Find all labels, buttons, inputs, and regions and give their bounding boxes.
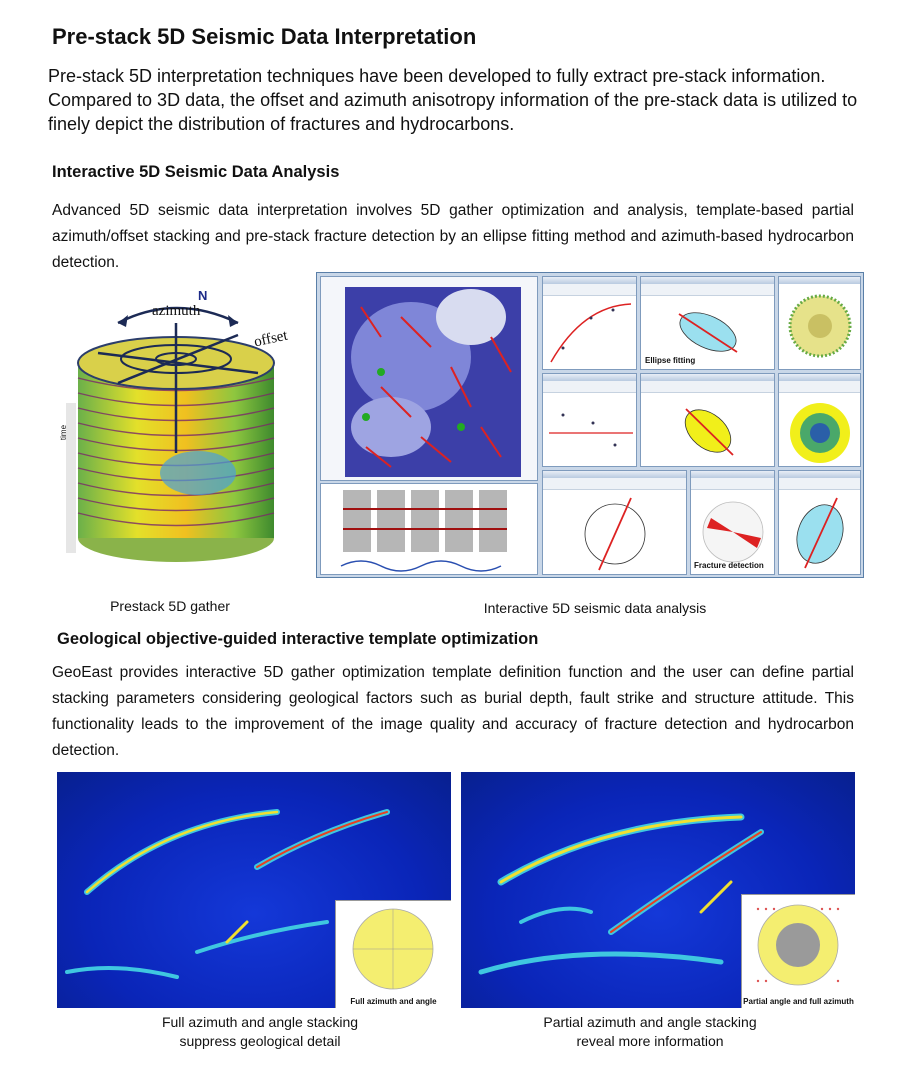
caption-prestack-gather: Prestack 5D gather xyxy=(110,598,230,614)
offset-curve-window[interactable] xyxy=(542,276,637,370)
inset-partial-angle-label: Partial angle and full azimuth xyxy=(743,997,854,1006)
polar-fit-plot xyxy=(543,490,687,575)
fracture-detection-label: Fracture detection xyxy=(694,561,764,570)
inset-full-azimuth-disc xyxy=(336,901,451,996)
ellipse-blue-plot xyxy=(779,490,861,575)
fracture-detection-window[interactable] xyxy=(690,470,775,575)
seismic-section-partial-azimuth xyxy=(461,772,855,1008)
interactive-analysis-panel xyxy=(316,272,864,578)
caption-partial-azimuth-line1: Partial azimuth and angle stacking xyxy=(543,1014,757,1030)
gather-cylinder-image xyxy=(58,283,298,583)
caption-full-azimuth-line1: Full azimuth and angle stacking xyxy=(161,1014,359,1030)
page-title: Pre-stack 5D Seismic Data Interpretation xyxy=(52,24,477,49)
caption-partial-azimuth-line2: reveal more information xyxy=(576,1033,724,1049)
intro-paragraph: Pre-stack 5D interpretation techniques have been developed to fully extract pre-stack information. Compared to 3D data, the offset and azimuth anisotropy information of the pre-stack data is utilized to finely depict the distribution of fractures and hydrocarbons. xyxy=(48,66,858,134)
north-label: N xyxy=(198,288,208,303)
azimuth-curve-plot xyxy=(543,393,637,467)
attribute-disc-plot xyxy=(779,393,861,467)
polar-fit-window[interactable] xyxy=(542,470,687,575)
ellipse-yellow-plot xyxy=(641,393,775,467)
inset-full-azimuth-label: Full azimuth and angle xyxy=(350,997,437,1006)
ellipse-fitting-label: Ellipse fitting xyxy=(645,356,696,365)
prestack-gather-figure xyxy=(58,283,298,583)
inset-partial-angle xyxy=(741,894,855,1008)
azimuth-curve-window[interactable] xyxy=(542,373,637,467)
time-axis-label: time xyxy=(59,424,69,441)
offset-curve-plot xyxy=(543,296,637,370)
rose-diagram-window[interactable] xyxy=(778,276,861,370)
caption-interactive-analysis: Interactive 5D seismic data analysis xyxy=(483,600,707,616)
analysis-paragraph: Advanced 5D seismic data interpretation involves 5D gather optimization and analysis, template-based partial azimuth/offset stacking and pre-stack fracture detection by an ellipse fitting method and azimuth-based hydrocarbon detection. xyxy=(52,202,854,271)
rose-diagram-plot xyxy=(779,284,861,370)
caption-full-azimuth-line2: suppress geological detail xyxy=(179,1033,341,1049)
inset-partial-angle-disc xyxy=(742,895,855,995)
gather-window[interactable] xyxy=(320,483,538,575)
offset-label: offset xyxy=(252,327,290,351)
attribute-disc-window[interactable] xyxy=(778,373,861,467)
ellipse-blue-window[interactable] xyxy=(778,470,861,575)
azimuth-label: azimuth xyxy=(152,303,201,319)
seismic-section-full-azimuth xyxy=(57,772,451,1008)
caption-full-azimuth xyxy=(100,1013,420,1051)
caption-partial-azimuth xyxy=(490,1013,810,1051)
inset-full-azimuth xyxy=(335,900,451,1008)
section-heading-analysis: Interactive 5D Seismic Data Analysis xyxy=(52,163,340,181)
ellipse-yellow-window[interactable] xyxy=(640,373,775,467)
gather-traces xyxy=(321,484,538,575)
attribute-map xyxy=(321,277,538,481)
attribute-map-window[interactable] xyxy=(320,276,538,481)
template-paragraph: GeoEast provides interactive 5D gather optimization template definition function and the user can define partial stacking parameters considering geological factors such as burial depth, fault strike and structure attitude. This functionality leads to the improvement of the image quality and accuracy of fracture detection and hydrocarbon detection. xyxy=(52,664,854,759)
section-heading-template: Geological objective-guided interactive template optimization xyxy=(57,630,539,648)
ellipse-fitting-window[interactable] xyxy=(640,276,775,370)
